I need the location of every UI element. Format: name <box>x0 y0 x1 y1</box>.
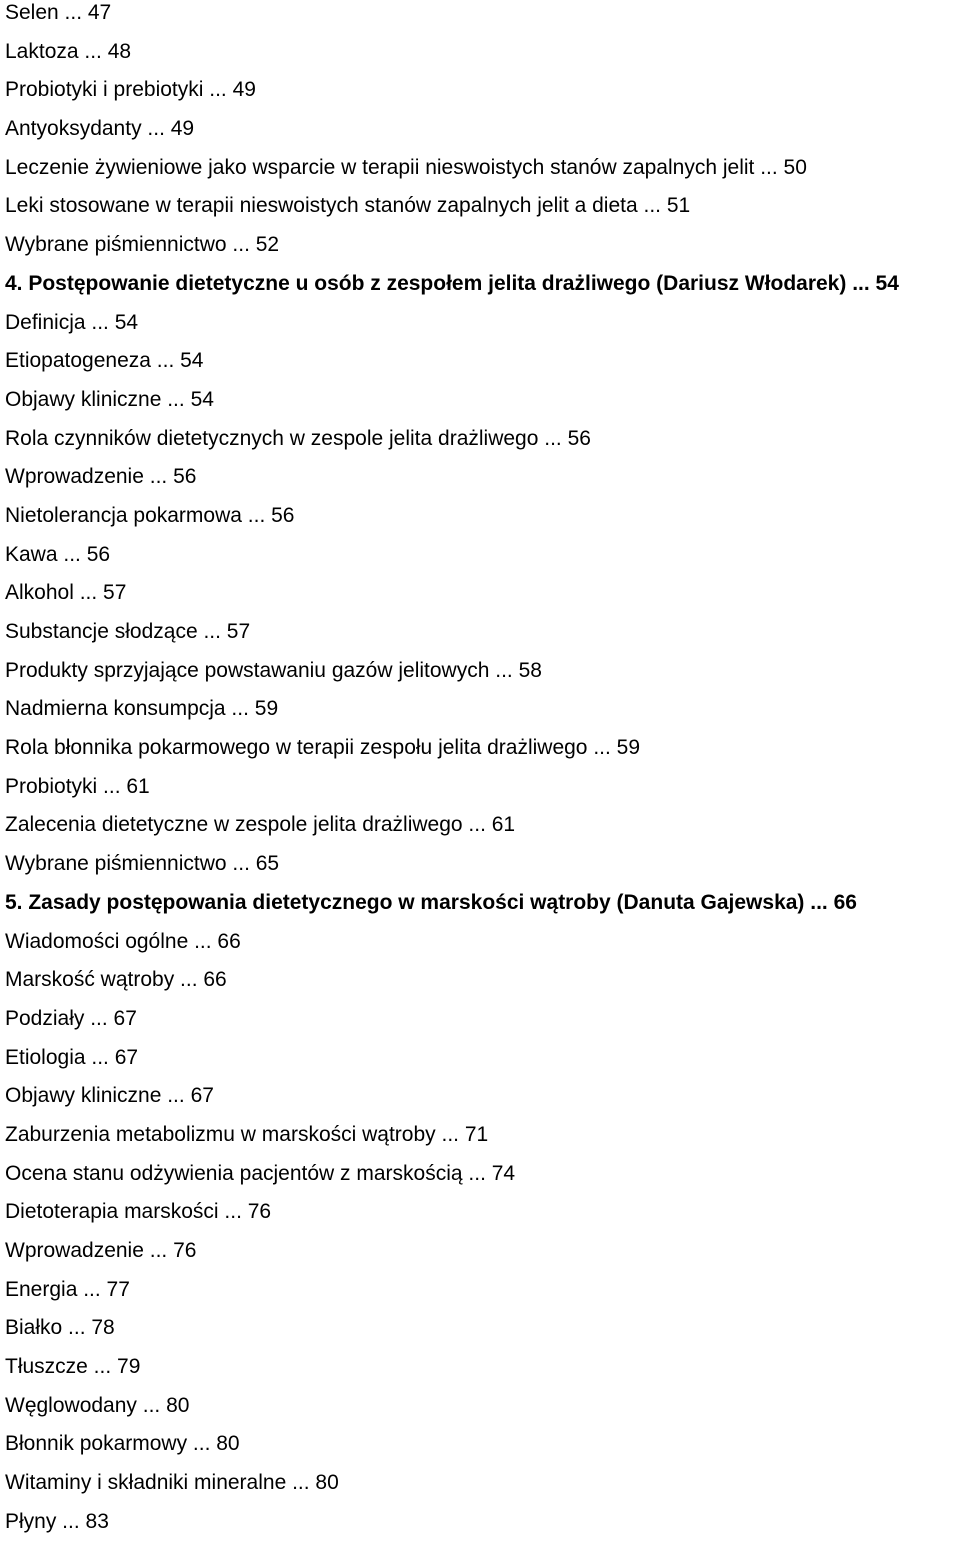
toc-entry: Leczenie żywieniowe jako wsparcie w terapii nieswoistych stanów zapalnych jelit ... 50 <box>5 155 807 179</box>
toc-entry: Antyoksydanty ... 49 <box>5 117 195 141</box>
toc-entry: Kawa ... 56 <box>5 542 111 566</box>
toc-entry: Probiotyki i prebiotyki ... 49 <box>5 78 256 102</box>
toc-entry: Objawy kliniczne ... 67 <box>5 1084 214 1108</box>
toc-entry: Rola czynników dietetycznych w zespole jelita drażliwego ... 56 <box>5 426 591 450</box>
toc-entry: Płyny ... 83 <box>5 1509 109 1533</box>
toc-entry: Dietoterapia marskości ... 76 <box>5 1200 272 1224</box>
toc-entry: Probiotyki ... 61 <box>5 774 150 798</box>
toc-entry: Laktoza ... 48 <box>5 39 132 63</box>
toc-entry: Nadmierna konsumpcja ... 59 <box>5 697 279 721</box>
toc-entry: Ocena stanu odżywienia pacjentów z marskością ... 74 <box>5 1161 516 1185</box>
toc-entry: Rola błonnika pokarmowego w terapii zespołu jelita drażliwego ... 59 <box>5 736 641 760</box>
toc-entry: Błonnik pokarmowy ... 80 <box>5 1432 240 1456</box>
toc-entry: Zalecenia dietetyczne w zespole jelita drażliwego ... 61 <box>5 813 516 837</box>
toc-chapter-heading: 4. Postępowanie dietetyczne u osób z zespołem jelita drażliwego (Dariusz Włodarek) ... 54 <box>5 271 899 295</box>
toc-entry: Objawy kliniczne ... 54 <box>5 387 214 411</box>
toc-entry: Selen ... 47 <box>5 1 112 24</box>
toc-entry: Nietolerancja pokarmowa ... 56 <box>5 503 295 527</box>
toc-entry: Marskość wątroby ... 66 <box>5 968 227 992</box>
toc-chapter-heading: 5. Zasady postępowania dietetycznego w marskości wątroby (Danuta Gajewska) ... 66 <box>5 890 857 914</box>
toc-entry: Produkty sprzyjające powstawaniu gazów jelitowych ... 58 <box>5 658 542 682</box>
toc-entry: Etiopatogeneza ... 54 <box>5 349 204 373</box>
toc-entry: Witaminy i składniki mineralne ... 80 <box>5 1471 339 1495</box>
toc-entry: Etiologia ... 67 <box>5 1045 139 1069</box>
toc-entry: Zaburzenia metabolizmu w marskości wątroby ... 71 <box>5 1122 489 1146</box>
toc-entry: Białko ... 78 <box>5 1316 115 1340</box>
toc-entry: Energia ... 77 <box>5 1277 130 1301</box>
table-of-contents <box>5 0 955 1548</box>
toc-entry: Wybrane piśmiennictwo ... 52 <box>5 233 280 257</box>
toc-entry: Substancje słodzące ... 57 <box>5 620 251 643</box>
toc-entry: Wiadomości ogólne ... 66 <box>5 929 241 953</box>
toc-entry: Wybrane piśmiennictwo ... 65 <box>5 852 280 876</box>
toc-entry: Leki stosowane w terapii nieswoistych stanów zapalnych jelit a dieta ... 51 <box>5 194 691 218</box>
toc-entry: Węglowodany ... 80 <box>5 1393 190 1417</box>
toc-entry: Wprowadzenie ... 56 <box>5 465 197 489</box>
toc-entry: Tłuszcze ... 79 <box>5 1355 141 1379</box>
toc-entry: Definicja ... 54 <box>5 310 139 334</box>
toc-entry: Podziały ... 67 <box>5 1006 137 1030</box>
toc-entry: Wprowadzenie ... 76 <box>5 1239 197 1262</box>
toc-entry: Alkohol ... 57 <box>5 581 127 605</box>
